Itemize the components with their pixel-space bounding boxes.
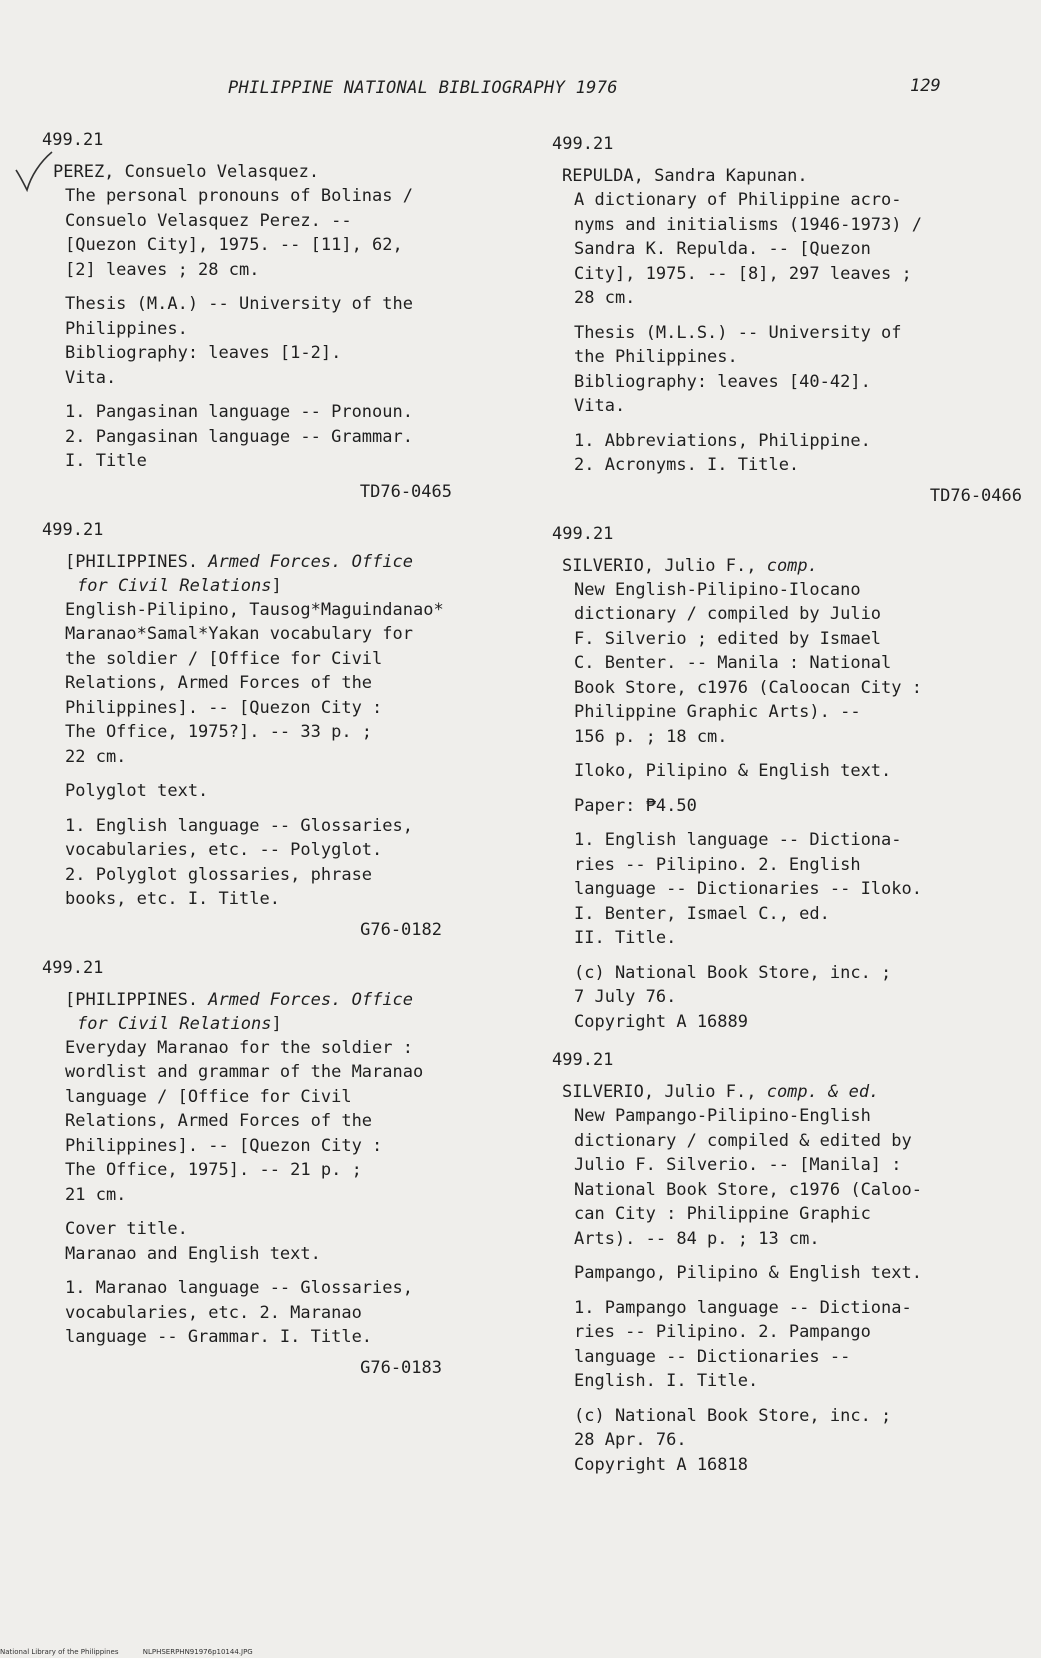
copyright-statement <box>574 961 1022 1035</box>
price: Paper: ₱4.50 <box>574 795 697 816</box>
tracing-line: II. Title. <box>574 928 677 948</box>
entry-heading <box>65 550 512 598</box>
note-line: Iloko, Pilipino & English text. <box>574 761 892 781</box>
copyright-line: Copyright A 16889 <box>574 1011 748 1032</box>
notes <box>574 1261 1022 1286</box>
title-line: nyms and initialisms (1946-1973) / <box>574 214 922 235</box>
note-line: Bibliography: leaves [1-2]. <box>65 343 342 363</box>
entry-heading: SILVERIO, Julio F., comp. <box>562 555 818 576</box>
tracing-line: 1. Pangasinan language -- Pronoun. <box>65 402 413 422</box>
title-statement <box>65 184 512 282</box>
catalog-entry <box>42 518 512 942</box>
title-line: [2] leaves ; 28 cm. <box>65 259 260 280</box>
note-line: Bibliography: leaves [40-42]. <box>574 371 871 392</box>
title-line: The Office, 1975]. -- 21 p. ; <box>65 1160 362 1180</box>
tracing-line: 1. Pampango language -- Dictiona- <box>574 1297 912 1318</box>
title-line: The Office, 1975?]. -- 33 p. ; <box>65 722 373 742</box>
tracings <box>65 814 512 912</box>
heading-line: [PHILIPPINES. Armed Forces. Office <box>65 551 414 572</box>
note-line: Philippines. <box>65 318 188 339</box>
running-head: PHILIPPINE NATIONAL BIBLIOGRAPHY 1976 <box>228 78 618 98</box>
title-line: 21 cm. <box>65 1184 127 1205</box>
title-line: [Quezon City], 1975. -- [11], 62, <box>65 235 403 255</box>
tracings <box>574 429 1022 478</box>
note-line: Thesis (M.L.S.) -- University of <box>574 322 902 343</box>
tracing-line: 2. Acronyms. I. Title. <box>574 455 800 475</box>
title-line: the soldier / [Office for Civil <box>65 648 383 669</box>
catalog-entry <box>552 522 1022 1035</box>
title-line: wordlist and grammar of the Maranao <box>65 1062 424 1082</box>
class-number: 499.21 <box>552 1050 614 1070</box>
title-line: Arts). -- 84 p. ; 13 cm. <box>574 1228 820 1249</box>
title-line: can City : Philippine Graphic <box>574 1204 871 1224</box>
title-line: New English-Pilipino-Ilocano <box>574 579 861 600</box>
tracing-line: books, etc. I. Title. <box>65 889 280 909</box>
entry-heading: SILVERIO, Julio F., comp. & ed. <box>562 1082 880 1102</box>
note-line: the Philippines. <box>574 347 738 367</box>
title-statement <box>65 1036 512 1208</box>
tracing-line: language -- Grammar. I. Title. <box>65 1327 373 1347</box>
tracing-line: vocabularies, etc. 2. Maranao <box>65 1302 362 1323</box>
copyright-line: (c) National Book Store, inc. ; <box>574 962 892 983</box>
tracings <box>574 1296 1022 1394</box>
tracing-line: 1. English language -- Dictiona- <box>574 830 902 850</box>
title-line: dictionary / compiled by Julio <box>574 604 882 624</box>
catalog-entry <box>42 128 512 504</box>
class-number: 499.21 <box>552 523 614 544</box>
title-line: English-Pilipino, Tausog*Maguindanao* <box>65 599 444 620</box>
title-statement <box>574 188 1022 311</box>
title-line: A dictionary of Philippine acro- <box>574 190 902 210</box>
left-column <box>42 128 512 1394</box>
control-number: TD76-0466 <box>929 485 1022 506</box>
control-number: G76-0183 <box>360 1357 442 1378</box>
title-line: Consuelo Velasquez Perez. -- <box>65 210 352 231</box>
scan-footer <box>0 1648 275 1656</box>
heading-line: for Civil Relations] <box>77 1013 282 1034</box>
class-number: 499.21 <box>42 957 104 978</box>
note-line: Thesis (M.A.) -- University of the <box>65 294 413 314</box>
title-line: 22 cm. <box>65 746 127 767</box>
title-line: language / [Office for Civil <box>65 1086 352 1107</box>
title-line: Sandra K. Repulda. -- [Quezon <box>574 239 871 259</box>
title-line: Everyday Maranao for the soldier : <box>65 1037 413 1058</box>
right-column <box>552 132 1022 1491</box>
catalog-entry <box>552 132 1022 508</box>
tracing-line: I. Title <box>65 451 147 471</box>
tracing-line: 2. Pangasinan language -- Grammar. <box>65 426 413 447</box>
page-number: 129 <box>910 76 941 96</box>
notes <box>574 759 1022 784</box>
title-line: The personal pronouns of Bolinas / <box>65 186 413 206</box>
entry-heading: PEREZ, Consuelo Velasquez. <box>53 162 320 182</box>
tracing-line: language -- Dictionaries -- <box>574 1346 851 1367</box>
title-line: New Pampango-Pilipino-English <box>574 1106 871 1126</box>
tracing-line: 1. Abbreviations, Philippine. <box>574 430 871 451</box>
class-number: 499.21 <box>552 134 614 154</box>
tracing-line: 1. English language -- Glossaries, <box>65 815 413 836</box>
tracing-line: I. Benter, Ismael C., ed. <box>574 903 830 924</box>
tracing-line: ries -- Pilipino. 2. English <box>574 854 861 875</box>
tracing-line: 2. Polyglot glossaries, phrase <box>65 864 373 885</box>
title-line: City], 1975. -- [8], 297 leaves ; <box>574 263 912 284</box>
title-line: dictionary / compiled & edited by <box>574 1130 912 1151</box>
notes <box>65 1217 512 1266</box>
copyright-line: (c) National Book Store, inc. ; <box>574 1405 892 1426</box>
title-line: Philippines]. -- [Quezon City : <box>65 1135 383 1156</box>
control-number: G76-0182 <box>360 919 442 940</box>
title-line: Book Store, c1976 (Caloocan City : <box>574 677 922 698</box>
note-line: Vita. <box>65 367 117 388</box>
tracing-line: language -- Dictionaries -- Iloko. <box>574 879 922 899</box>
notes <box>574 321 1022 419</box>
copyright-line: 7 July 76. <box>574 987 677 1007</box>
note-line: Maranao and English text. <box>65 1243 321 1264</box>
notes <box>65 779 512 804</box>
tracing-line: vocabularies, etc. -- Polyglot. <box>65 840 383 860</box>
title-line: Philippines]. -- [Quezon City : <box>65 697 383 718</box>
tracings <box>65 1276 512 1350</box>
tracing-line: English. I. Title. <box>574 1371 759 1391</box>
class-number: 499.21 <box>42 130 104 150</box>
title-line: Relations, Armed Forces of the <box>65 1111 373 1131</box>
title-line: National Book Store, c1976 (Caloo- <box>574 1179 922 1200</box>
title-line: F. Silverio ; edited by Ismael <box>574 628 882 649</box>
entry-heading: REPULDA, Sandra Kapunan. <box>562 166 808 186</box>
note-line: Cover title. <box>65 1219 188 1239</box>
note-line: Vita. <box>574 396 626 416</box>
note-line: Polyglot text. <box>65 781 209 801</box>
heading-line: [PHILIPPINES. Armed Forces. Office <box>65 989 414 1010</box>
note-line: Pampango, Pilipino & English text. <box>574 1263 922 1283</box>
title-line: 156 p. ; 18 cm. <box>574 726 728 747</box>
tracings <box>574 828 1022 951</box>
title-statement <box>574 1104 1022 1251</box>
title-line: C. Benter. -- Manila : National <box>574 653 892 673</box>
tracing-line: ries -- Pilipino. 2. Pampango <box>574 1322 871 1342</box>
title-line: Philippine Graphic Arts). -- <box>574 702 861 722</box>
copyright-line: Copyright A 16818 <box>574 1454 748 1475</box>
title-line: Maranao*Samal*Yakan vocabulary for <box>65 624 413 644</box>
notes <box>65 292 512 390</box>
footer-file-id: NLPHSERPHN91976p10144.JPG <box>142 1648 253 1656</box>
tracing-line: 1. Maranao language -- Glossaries, <box>65 1278 413 1298</box>
tracings <box>65 400 512 474</box>
heading-line: for Civil Relations] <box>77 575 282 596</box>
control-number: TD76-0465 <box>359 481 452 502</box>
title-line: Julio F. Silverio. -- [Manila] : <box>574 1155 902 1175</box>
title-statement <box>65 598 512 770</box>
footer-library: National Library of the Philippines <box>0 1648 119 1656</box>
copyright-line: 28 Apr. 76. <box>574 1430 687 1450</box>
catalog-entry <box>552 1048 1022 1477</box>
title-line: Relations, Armed Forces of the <box>65 673 373 693</box>
class-number: 499.21 <box>42 519 104 540</box>
copyright-statement <box>574 1404 1022 1478</box>
title-line: 28 cm. <box>574 288 636 308</box>
entry-heading <box>65 988 512 1036</box>
catalog-entry <box>42 956 512 1380</box>
title-statement <box>574 578 1022 750</box>
